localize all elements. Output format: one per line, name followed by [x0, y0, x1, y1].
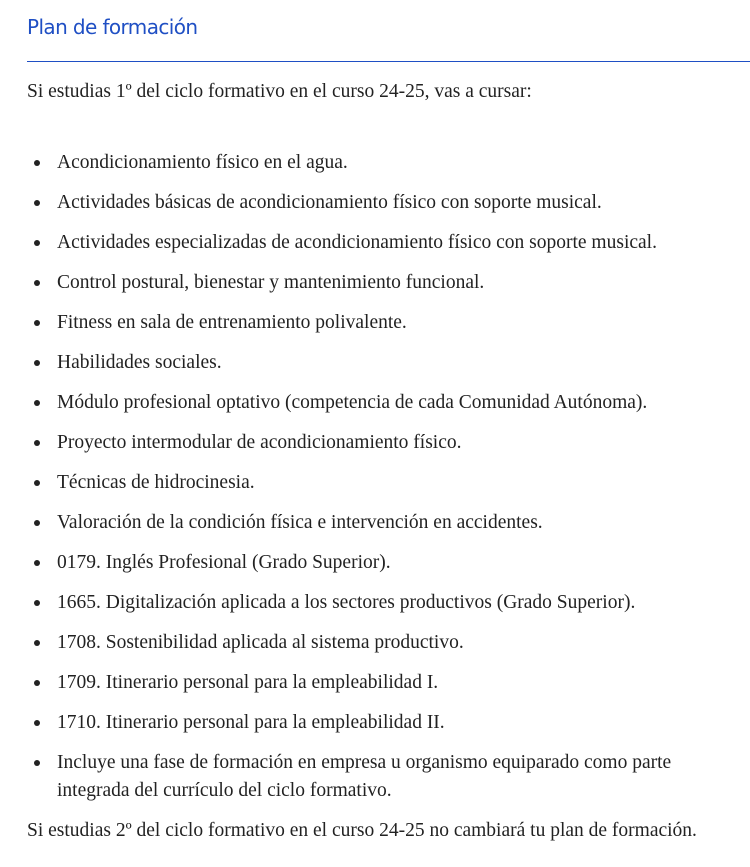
- module-item: Actividades especializadas de acondicionamiento físico con soporte musical.: [27, 229, 747, 257]
- module-item: 0179. Inglés Profesional (Grado Superior).: [27, 549, 747, 577]
- module-item: Control postural, bienestar y mantenimiento funcional.: [27, 269, 747, 297]
- module-item: Habilidades sociales.: [27, 349, 747, 377]
- title-divider: [27, 61, 750, 62]
- module-list: [27, 149, 747, 805]
- module-item: 1708. Sostenibilidad aplicada al sistema productivo.: [27, 629, 747, 657]
- work-placement-note: Incluye una fase de formación en empresa u organismo equiparado como parte integrada del currículo del ciclo formativo.: [27, 749, 747, 805]
- module-item: 1710. Itinerario personal para la empleabilidad II.: [27, 709, 747, 737]
- module-item: Fitness en sala de entrenamiento polivalente.: [27, 309, 747, 337]
- module-item: Módulo profesional optativo (competencia de cada Comunidad Autónoma).: [27, 389, 747, 417]
- module-item: 1709. Itinerario personal para la empleabilidad I.: [27, 669, 747, 697]
- module-item: Acondicionamiento físico en el agua.: [27, 149, 747, 177]
- section-title: Plan de formación: [27, 15, 198, 39]
- module-item: Actividades básicas de acondicionamiento físico con soporte musical.: [27, 189, 747, 217]
- module-item: 1665. Digitalización aplicada a los sectores productivos (Grado Superior).: [27, 589, 747, 617]
- module-item: Valoración de la condición física e intervención en accidentes.: [27, 509, 747, 537]
- first-year-intro: Si estudias 1º del ciclo formativo en el curso 24-25, vas a cursar:: [27, 81, 532, 102]
- module-item: Técnicas de hidrocinesia.: [27, 469, 747, 497]
- second-year-note: Si estudias 2º del ciclo formativo en el curso 24-25 no cambiará tu plan de formación.: [27, 820, 697, 841]
- module-item: Proyecto intermodular de acondicionamiento físico.: [27, 429, 747, 457]
